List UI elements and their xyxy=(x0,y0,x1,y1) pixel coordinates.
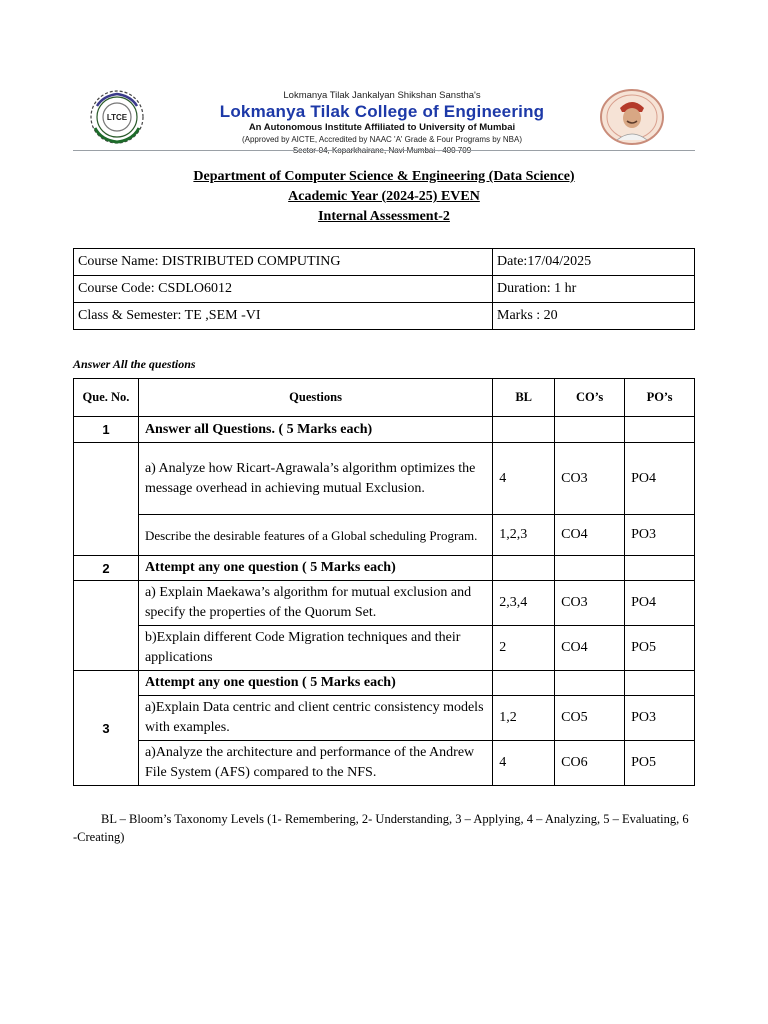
svg-text:LTCE: LTCE xyxy=(106,113,128,122)
table-row xyxy=(74,556,695,581)
bl-cell: 4 xyxy=(493,741,555,786)
approval-text: (Approved by AICTE, Accredited by NAAC 'A' Grade & Four Programs by NBA) xyxy=(241,135,523,144)
founder-portrait-image xyxy=(599,88,665,146)
table-row xyxy=(74,741,695,786)
table-row xyxy=(74,515,695,556)
header-que-no: Que. No. xyxy=(74,379,139,417)
table-header-row xyxy=(74,379,695,417)
affiliation-text: An Autonomous Institute Affiliated to University of Mumbai xyxy=(248,122,516,133)
blooms-taxonomy-note xyxy=(73,810,695,846)
question-text: a)Analyze the architecture and performance of the Andrew File System (AFS) compared to the NFS. xyxy=(138,741,492,786)
footer-text: BL – Bloom’s Taxonomy Levels (1- Remembering, 2- Understanding, 3 – Applying, 4 – Analyzing, 5 – Evaluating, 6 -Creating) xyxy=(73,812,689,844)
questions-table xyxy=(73,378,695,786)
bl-cell: 1,2,3 xyxy=(493,515,555,556)
address-text: Sector-04, Koparkhairane, Navi Mumbai - 400 709 xyxy=(292,146,472,155)
course-info-table xyxy=(73,248,695,330)
table-row xyxy=(74,303,695,330)
po-cell: PO3 xyxy=(625,515,695,556)
header-bl: BL xyxy=(493,379,555,417)
duration-cell: Duration: 1 hr xyxy=(493,276,695,303)
po-cell: PO4 xyxy=(625,443,695,515)
header-divider xyxy=(73,150,695,151)
instruction-text: Answer All the questions xyxy=(73,357,196,371)
table-row xyxy=(74,276,695,303)
academic-year-title: Academic Year (2024-25) EVEN xyxy=(288,189,480,204)
co-cell: CO4 xyxy=(555,515,625,556)
course-name-cell: Course Name: DISTRIBUTED COMPUTING xyxy=(74,249,493,276)
co-cell: CO4 xyxy=(555,626,625,671)
question-text: b)Explain different Code Migration techniques and their applications xyxy=(138,626,492,671)
question-text: a)Explain Data centric and client centric consistency models with examples. xyxy=(138,696,492,741)
po-cell: PO5 xyxy=(625,741,695,786)
question-text: Describe the desirable features of a Global scheduling Program. xyxy=(138,515,492,556)
co-cell: CO3 xyxy=(555,443,625,515)
bl-cell: 1,2 xyxy=(493,696,555,741)
header-questions: Questions xyxy=(138,379,492,417)
exam-title: Internal Assessment-2 xyxy=(318,209,450,224)
table-row xyxy=(74,626,695,671)
letterhead xyxy=(73,84,695,155)
table-row xyxy=(74,671,695,696)
po-cell: PO3 xyxy=(625,696,695,741)
po-cell: PO5 xyxy=(625,626,695,671)
question-number: 1 xyxy=(74,417,139,443)
college-header-text xyxy=(177,84,587,155)
question-number: 3 xyxy=(74,671,139,786)
table-row xyxy=(74,249,695,276)
co-cell: CO5 xyxy=(555,696,625,741)
course-code-cell: Course Code: CSDLO6012 xyxy=(74,276,493,303)
date-cell: Date:17/04/2025 xyxy=(493,249,695,276)
question-text: a) Explain Maekawa’s algorithm for mutual exclusion and specify the properties of the Quorum Set. xyxy=(138,581,492,626)
question-heading: Answer all Questions. ( 5 Marks each) xyxy=(138,417,492,443)
bl-cell: 2,3,4 xyxy=(493,581,555,626)
question-number: 2 xyxy=(74,556,139,581)
marks-cell: Marks : 20 xyxy=(493,303,695,330)
question-text: a) Analyze how Ricart-Agrawala’s algorithm optimizes the message overhead in achieving mutual Exclusion. xyxy=(138,443,492,515)
table-row xyxy=(74,417,695,443)
po-cell: PO4 xyxy=(625,581,695,626)
college-emblem-logo xyxy=(79,88,155,146)
header-pos: PO’s xyxy=(625,379,695,417)
table-row xyxy=(74,581,695,626)
society-name: Lokmanya Tilak Jankalyan Shikshan Sanstha's xyxy=(283,90,481,101)
class-semester-cell: Class & Semester: TE ,SEM -VI xyxy=(74,303,493,330)
question-heading: Attempt any one question ( 5 Marks each) xyxy=(138,671,492,696)
department-title: Department of Computer Science & Engineering (Data Science) xyxy=(193,169,575,184)
document-titles xyxy=(73,167,695,227)
table-row xyxy=(74,443,695,515)
header-cos: CO’s xyxy=(555,379,625,417)
table-row xyxy=(74,696,695,741)
bl-cell: 4 xyxy=(493,443,555,515)
co-cell: CO6 xyxy=(555,741,625,786)
co-cell: CO3 xyxy=(555,581,625,626)
question-heading: Attempt any one question ( 5 Marks each) xyxy=(138,556,492,581)
college-name: Lokmanya Tilak College of Engineering xyxy=(219,102,545,121)
bl-cell: 2 xyxy=(493,626,555,671)
